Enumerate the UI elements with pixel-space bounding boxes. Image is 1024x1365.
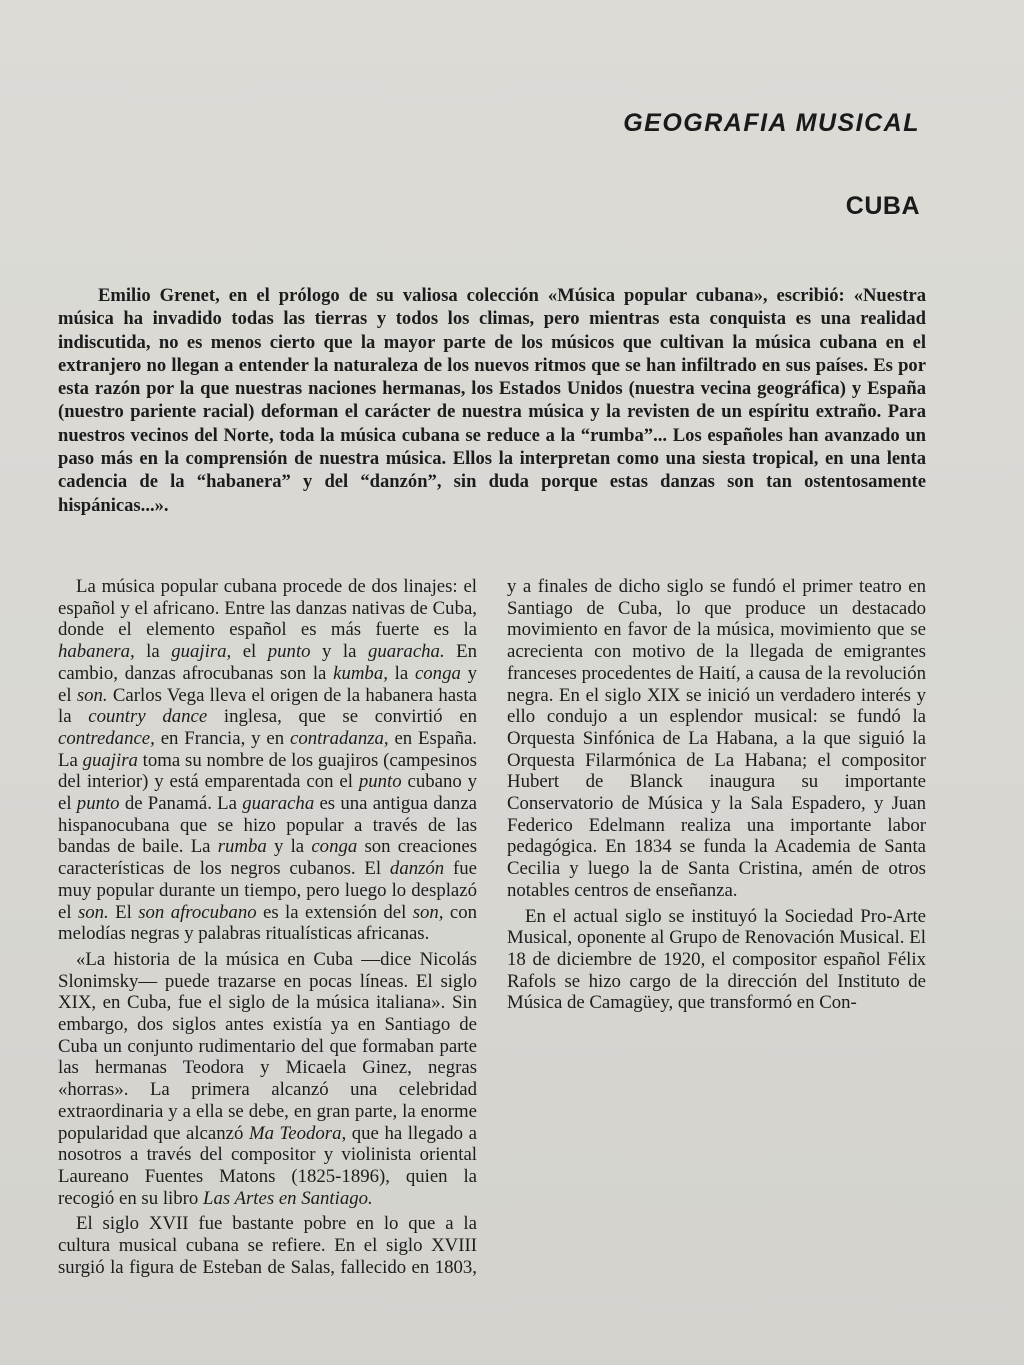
body-paragraph-3: El siglo XVII fue bastante pobre en lo que a la cultura musical cubana se refiere. En el siglo XVIII surgió la figura de Esteban de Salas, fallecido en 1803, y a finales de dicho siglo se fundó el primer teatro en Santiago de Cuba, lo que produce un destacado movimiento en favor de la música, movimiento que se acrecienta con motivo de la llegada de emigrantes franceses procedentes de Haití, a causa de la revolución negra. En el siglo XIX se inició un verdadero interés y ello condujo a un esplendor musical: se fundó la Orquesta Sinfónica de La Habana, a la que siguió la Orquesta Filarmónica de La Habana; el compositor Hubert de Blanck inaugura su importante Conservatorio de Música y la Sala Espadero, y Juan Federico Edelmann realiza una importante labor pedagógica. En 1834 se funda la Academia de Santa Cecilia y luego la de Santa Cristina, amén de otros notables centros de enseñanza. [58, 576, 926, 1278]
body-columns [58, 576, 926, 1296]
section-heading: GEOGRAFIA MUSICAL [623, 109, 920, 137]
body-paragraph-4: En el actual siglo se instituyó la Sociedad Pro-Arte Musical, oponente al Grupo de Renovación Musical. El 18 de diciembre de 1920, el compositor español Félix Rafols se hizo cargo de la dirección del Instituto de Música de Camagüey, que transformó en Con- [507, 905, 926, 1014]
intro-quote-paragraph: Emilio Grenet, en el prólogo de su valiosa colección «Música popular cubana», escribió: «Nuestra música ha invadido todas las tierras y todos los climas, pero mientras esta conquista es una realidad indiscutida, no es menos cierto que la mayor parte de los músicos que cultivan la música cubana en el extranjero no llegan a entender la naturaleza de los nuevos ritmos que se han infiltrado en sus países. Es por esta razón por la que nuestras naciones hermanas, los Estados Unidos (nuestra vecina geográfica) y España (nuestro pariente racial) deforman el carácter de nuestra música y la revisten de un espíritu extraño. Para nuestros vecinos del Norte, toda la música cubana se reduce a la “rumba”... Los españoles han avanzado un paso más en la comprensión de nuestra música. Ellos la interpretan como una siesta tropical, en una lenta cadencia de la “habanera” y del “danzón”, sin duda porque estas danzas son tan ostentosamente hispánicas...». [58, 285, 926, 516]
article-title: CUBA [845, 192, 920, 220]
body-paragraph-1: La música popular cubana procede de dos linajes: el español y el africano. Entre las danzas nativas de Cuba, donde el elemento español es más fuerte es la habanera, la guajira, el punto y la guaracha. En cambio, danzas afrocubanas son la kumba, la conga y el son. Carlos Vega lleva el origen de la habanera hasta la country dance inglesa, que se convirtió en contredance, en Francia, y en contradanza, en España. La guajira toma su nombre de los guajiros (campesinos del interior) y está emparentada con el punto cubano y el punto de Panamá. La guaracha es una antigua danza hispanocubana que se hizo popular a través de las bandas de baile. La rumba y la conga son creaciones características de los negros cubanos. El danzón fue muy popular durante un tiempo, pero luego lo desplazó el son. El son afrocubano es la extensión del son, con melodías negras y palabras ritualísticas africanas. [58, 576, 477, 945]
body-paragraph-2: «La historia de la música en Cuba —dice Nicolás Slonimsky— puede trazarse en pocas líneas. El siglo XIX, en Cuba, fue el siglo de la música italiana». Sin embargo, dos siglos antes existía ya en Santiago de Cuba un conjunto rudimentario del que formaban parte las hermanas Teodora y Micaela Ginez, negras «horras». La primera alcanzó una celebridad extraordinaria y a ella se debe, en gran parte, la enorme popularidad que alcanzó Ma Teodora, que ha llegado a nosotros a través del compositor y violinista oriental Laureano Fuentes Matons (1825-1896), quien la recogió en su libro Las Artes en Santiago. [58, 948, 477, 1209]
